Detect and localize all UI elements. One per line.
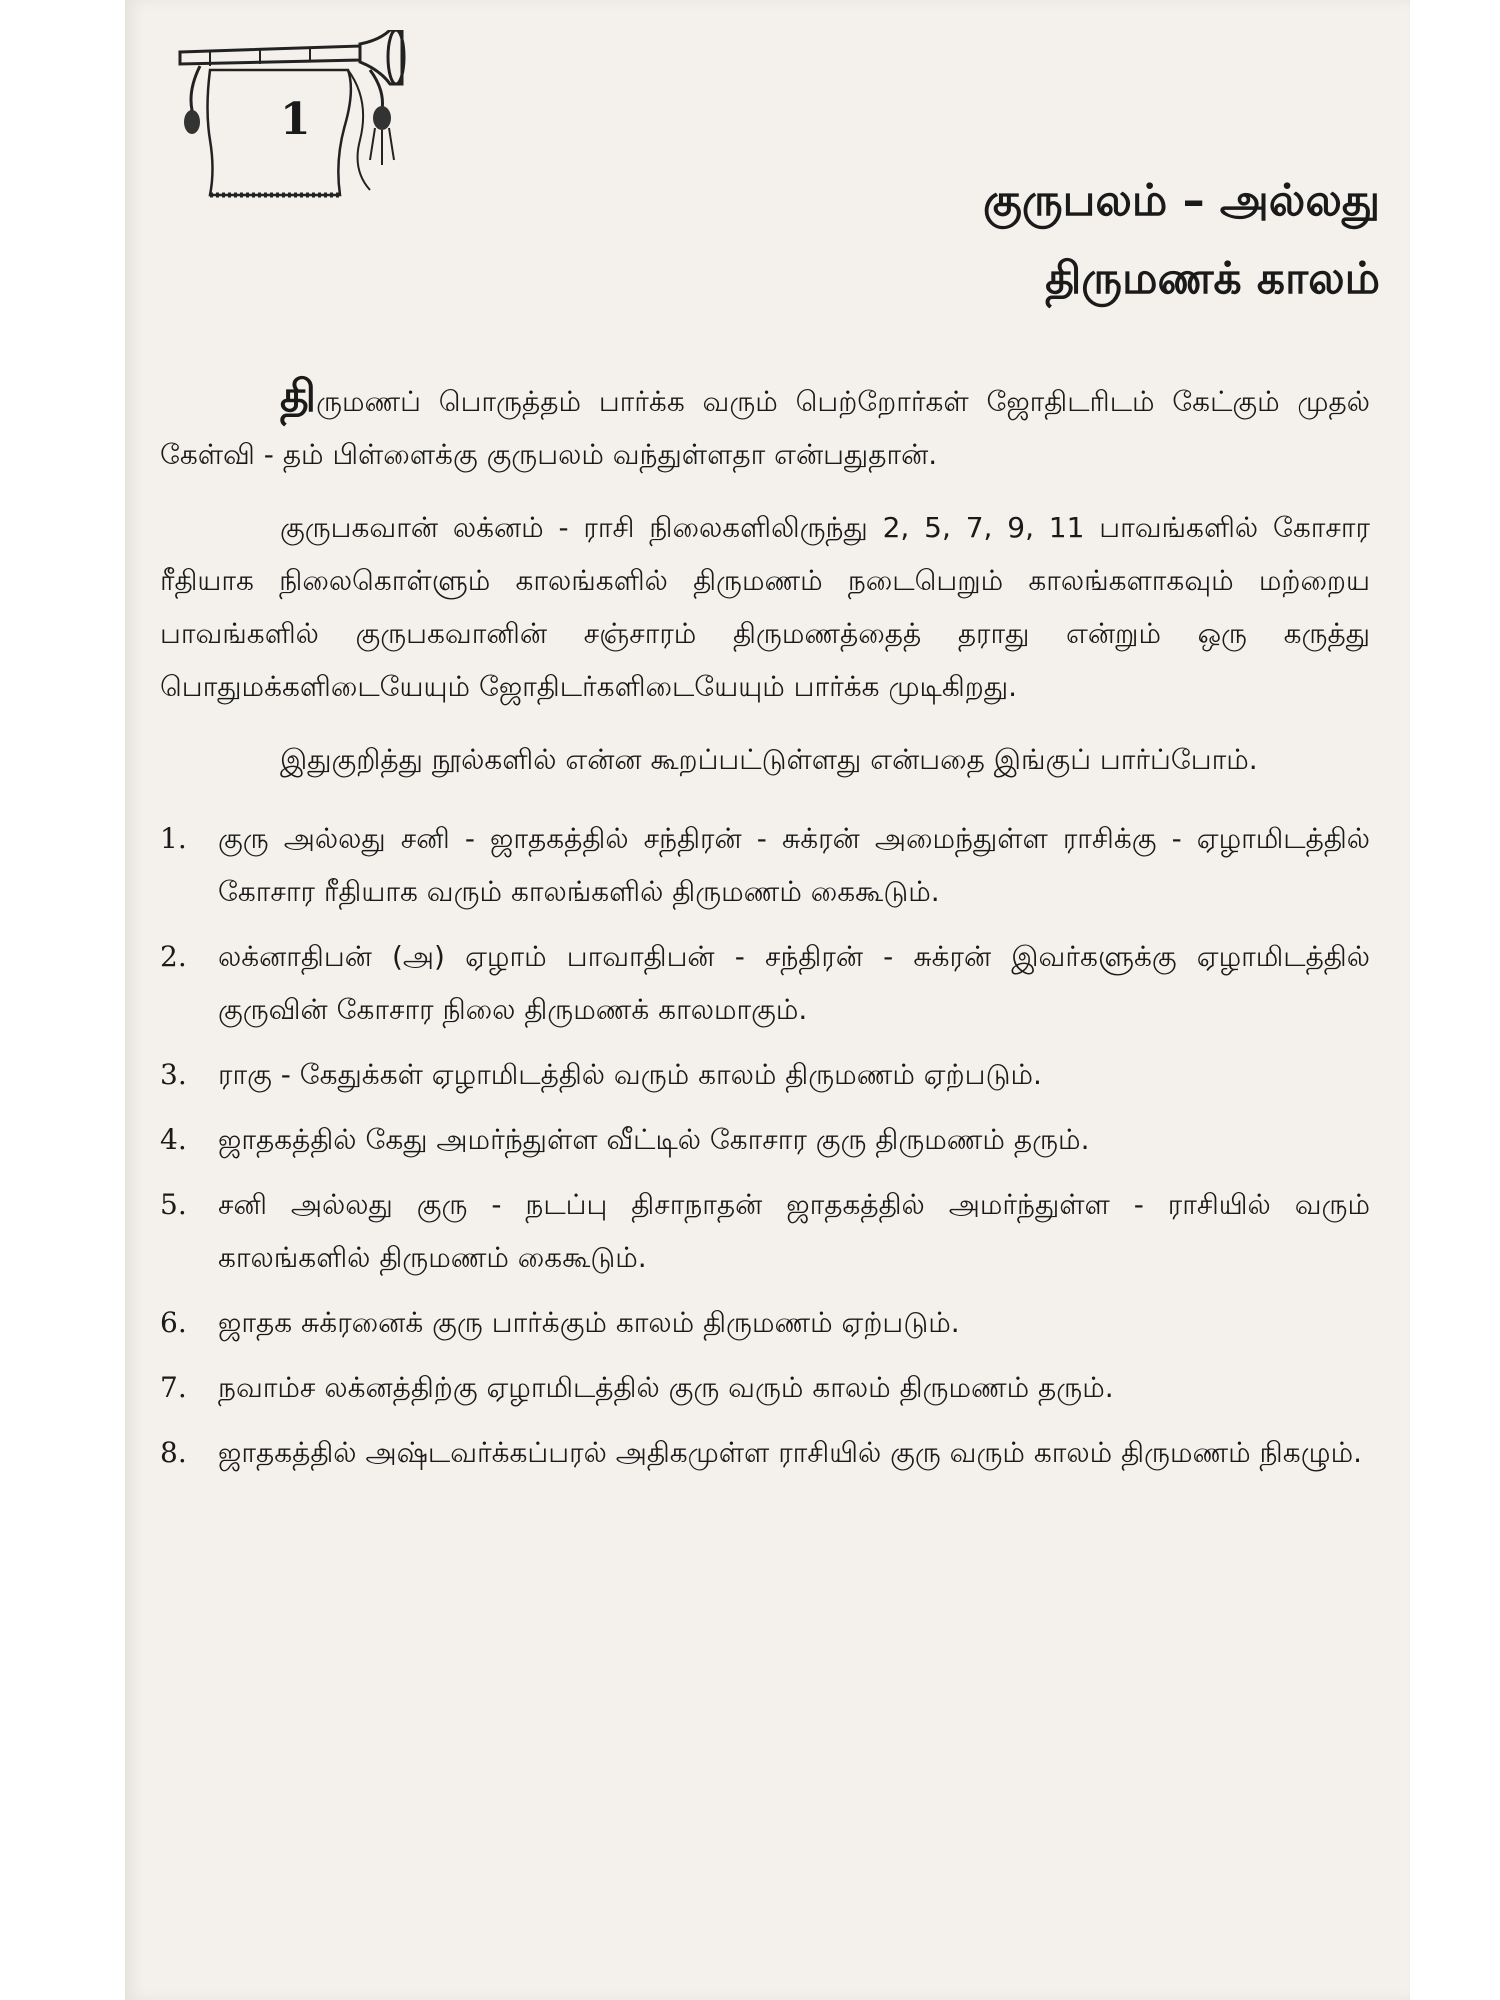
- list-item-text: ராகு - கேதுக்கள் ஏழாமிடத்தில் வரும் காலம் திருமணம் ஏற்படும்.: [218, 1058, 1042, 1091]
- list-item-number: 6.: [160, 1306, 187, 1339]
- chapter-title-line-1: குருபலம் – அல்லது: [982, 175, 1380, 226]
- list-item: [160, 930, 1370, 1036]
- list-item: [160, 1426, 1370, 1479]
- body-text: [160, 371, 1370, 1491]
- paragraph-intro-text: ருமணப் பொருத்தம் பார்க்க வரும் பெற்றோர்கள் ஜோதிடரிடம் கேட்கும் முதல் கேள்வி - தம் பிள்ளைக்கு குருபலம் வந்துள்ளதா என்பதுதான்.: [160, 385, 1370, 471]
- list-item: [160, 1361, 1370, 1414]
- list-item-text: ஜாதக சுக்ரனைக் குரு பார்க்கும் காலம் திருமணம் ஏற்படும்.: [218, 1306, 960, 1339]
- list-item-number: 7.: [160, 1371, 187, 1404]
- list-item: [160, 1048, 1370, 1101]
- list-item-text: லக்னாதிபன் (அ) ஏழாம் பாவாதிபன் - சந்திரன் - சுக்ரன் இவர்களுக்கு ஏழாமிடத்தில் குருவின் கோசார நிலை திருமணக் காலமாகும்.: [218, 940, 1370, 1026]
- list-item-number: 5.: [160, 1188, 187, 1221]
- chapter-title: [580, 162, 1380, 318]
- rules-list: [160, 812, 1370, 1479]
- paragraph-intro: [160, 371, 1370, 481]
- list-item-text: நவாம்ச லக்னத்திற்கு ஏழாமிடத்தில் குரு வரும் காலம் திருமணம் தரும்.: [218, 1371, 1114, 1404]
- list-item-text: சனி அல்லது குரு - நடப்பு திசாநாதன் ஜாதகத்தில் அமர்ந்துள்ள - ராசியில் வரும் காலங்களில் திருமணம் கைகூடும்.: [218, 1188, 1370, 1274]
- paragraph-2: குருபகவான் லக்னம் - ராசி நிலைகளிலிருந்து 2, 5, 7, 9, 11 பாவங்களில் கோசார ரீதியாக நிலைகொள்ளும் காலங்களில் திருமணம் நடைபெறும் காலங்களாகவும் மற்றைய பாவங்களில் குருபகவானின் சஞ்சாரம் திருமணத்தைத் தராது என்றும் ஒரு கருத்து பொதுமக்களிடையேயும் ஜோதிடர்களிடையேயும் பார்க்க முடிகிறது.: [160, 511, 1370, 703]
- list-item: [160, 1296, 1370, 1349]
- chapter-number: 1: [280, 94, 311, 145]
- list-item: [160, 812, 1370, 918]
- list-item-number: 3.: [160, 1058, 187, 1091]
- drop-cap: தி: [280, 371, 317, 422]
- list-item-number: 1.: [160, 822, 187, 855]
- list-item-text: ஜாதகத்தில் கேது அமர்ந்துள்ள வீட்டில் கோசார குரு திருமணம் தரும்.: [218, 1123, 1090, 1156]
- list-item-text: குரு அல்லது சனி - ஜாதகத்தில் சந்திரன் - சுக்ரன் அமைந்துள்ள ராசிக்கு - ஏழாமிடத்தில் கோசார ரீதியாக வரும் காலங்களில் திருமணம் கைகூடும்.: [218, 822, 1370, 908]
- list-item: [160, 1113, 1370, 1166]
- list-item: [160, 1178, 1370, 1284]
- list-item-number: 2.: [160, 940, 187, 973]
- chapter-title-line-2: திருமணக் காலம்: [1045, 253, 1380, 304]
- list-item-number: 8.: [160, 1436, 187, 1469]
- list-item-number: 4.: [160, 1123, 187, 1156]
- paragraph-3: இதுகுறித்து நூல்களில் என்ன கூறப்பட்டுள்ளது என்பதை இங்குப் பார்ப்போம்.: [280, 743, 1258, 776]
- list-item-text: ஜாதகத்தில் அஷ்டவர்க்கப்பரல் அதிகமுள்ள ராசியில் குரு வரும் காலம் திருமணம் நிகழும்.: [218, 1436, 1362, 1469]
